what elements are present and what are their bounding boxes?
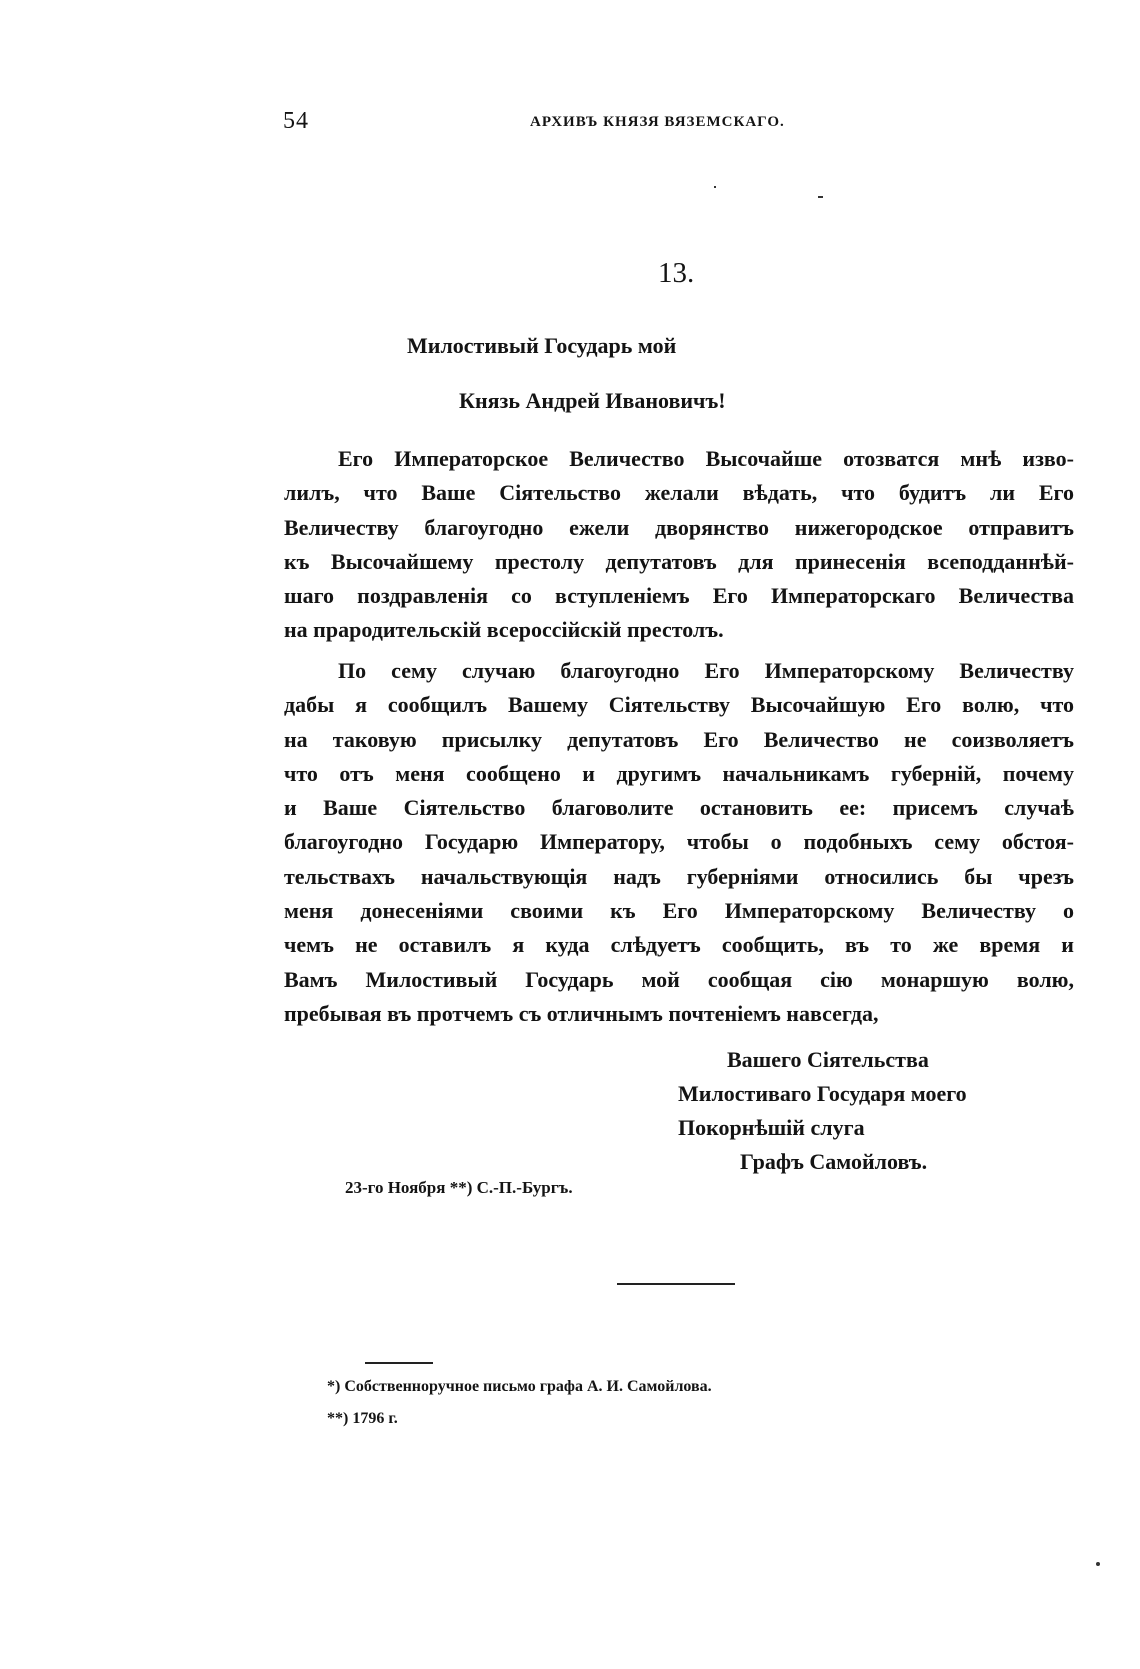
text-line: на прародительскій всероссійскій престолъ.	[284, 617, 724, 643]
closing-line: Вашего Сіятельства	[727, 1047, 929, 1072]
footnote: **) 1796 г.	[327, 1410, 398, 1427]
text-line: Его Императорское Величество Высочайше отозватся мнѣ изво-	[338, 446, 1074, 471]
text-line: дабы я сообщилъ Вашему Сіятельству Высочайшую Его волю, что	[284, 692, 1074, 718]
closing-line: Покорнѣшій слуга	[678, 1115, 865, 1140]
closing-line: Милостиваго Государя моего	[678, 1081, 967, 1106]
text-line: лилъ, что Ваше Сіятельство желали вѣдать, что будитъ ли Его	[284, 480, 1074, 506]
text-line: къ Высочайшему престолу депутатовъ для принесенія всеподданнѣй-	[284, 548, 1074, 574]
footnote: *) Собственноручное письмо графа А. И. Самойлова.	[327, 1378, 712, 1395]
text-line: Вамъ Милостивый Государь мой сообщая сію монаршую волю,	[284, 966, 1074, 992]
letter-paragraph-2	[284, 654, 1074, 1031]
document-number: 13.	[658, 257, 695, 289]
text-line: пребывая въ протчемъ съ отличнымъ почтеніемъ навсегда,	[284, 1000, 879, 1026]
page-number: 54	[283, 108, 309, 134]
text-line: тельствахъ начальствующія надъ губерніями относились бы чрезъ	[284, 863, 1074, 889]
section-divider	[617, 1283, 735, 1285]
text-line: что отъ меня сообщено и другимъ начальникамъ губерній, почему	[284, 760, 1074, 786]
print-speck	[1096, 1562, 1100, 1566]
text-line: По сему случаю благоугодно Его Императорскому Величеству	[338, 658, 1074, 683]
letter-paragraph-1	[284, 442, 1074, 648]
signature: Графъ Самойловъ.	[740, 1149, 928, 1174]
salutation-line: Князь Андрей Ивановичъ!	[459, 388, 726, 413]
text-line: на таковую присылку депутатовъ Его Величество не соизволяетъ	[284, 726, 1074, 752]
print-speck	[714, 186, 716, 188]
print-speck	[818, 196, 823, 198]
running-title: АРХИВЪ КНЯЗЯ ВЯЗЕМСКАГО.	[530, 114, 785, 130]
footnote-rule	[365, 1362, 433, 1364]
text-line: Величеству благоугодно ежели дворянство нижегородское отправитъ	[284, 514, 1074, 540]
text-line: меня донесеніями своими къ Его Императорскому Величеству о	[284, 898, 1074, 924]
text-line: шаго поздравленія со вступленіемъ Его Императорскаго Величества	[284, 583, 1074, 609]
text-line: благоугодно Государю Императору, чтобы о подобныхъ сему обстоя-	[284, 829, 1074, 855]
text-line: чемъ не оставилъ я куда слѣдуетъ сообщить, въ то же время и	[284, 932, 1074, 958]
date-place: 23-го Ноября **) С.-П.-Бургъ.	[345, 1178, 573, 1197]
text-line: и Ваше Сіятельство благоволите остановить ее: присемъ случаѣ	[284, 795, 1074, 821]
salutation-line: Милостивый Государь мой	[407, 333, 677, 358]
